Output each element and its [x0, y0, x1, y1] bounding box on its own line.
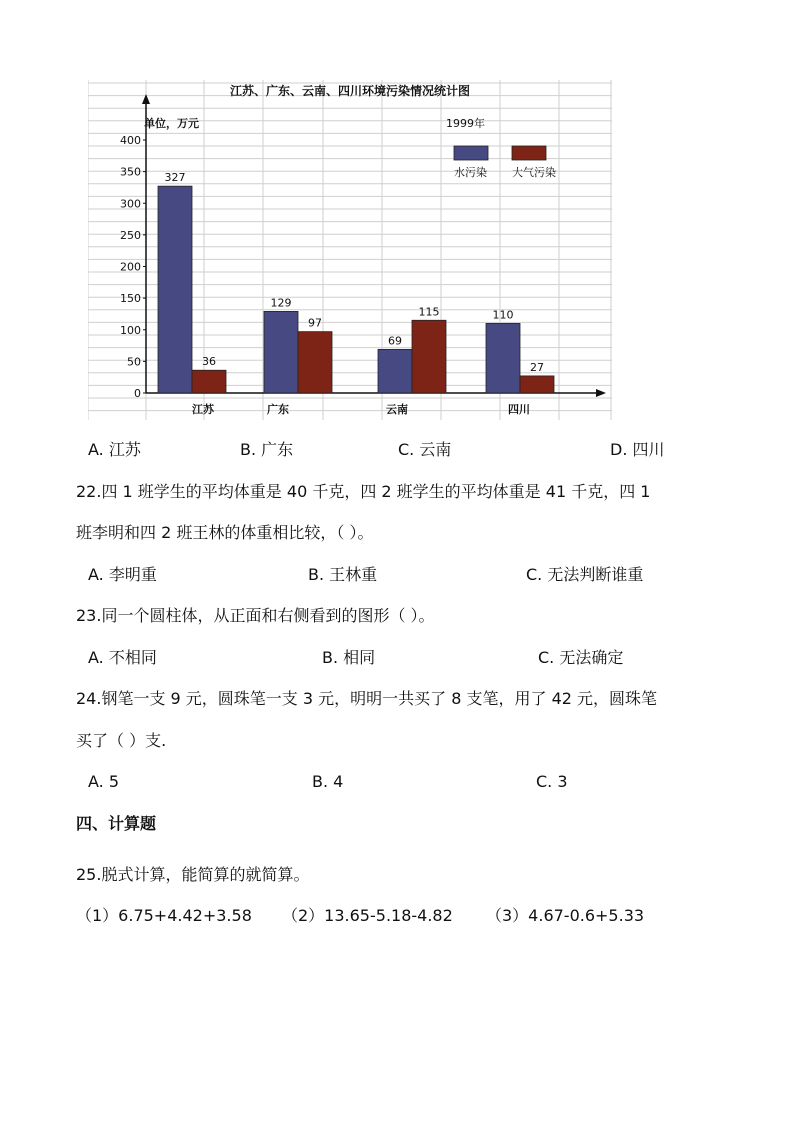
bar-value-label: 115 — [418, 305, 440, 319]
y-tick-label: 50 — [127, 355, 141, 369]
y-tick-label: 250 — [120, 228, 141, 242]
bar — [158, 186, 192, 393]
bar-value-label: 27 — [530, 360, 544, 374]
chart-svg — [88, 80, 612, 420]
y-tick-label: 200 — [120, 260, 141, 274]
bar-value-label: 129 — [270, 296, 292, 310]
x-category-label: 四川 — [508, 403, 530, 416]
q21-option-c[interactable]: C. 云南 — [398, 440, 452, 459]
bar — [378, 349, 412, 393]
pollution-bar-chart — [88, 80, 612, 420]
section-heading: 四、计算题 — [76, 814, 157, 833]
y-tick-label: 150 — [120, 292, 141, 306]
q22-option-c[interactable]: C. 无法判断谁重 — [526, 565, 644, 584]
q24-text-line1: 24.钢笔一支 9 元，圆珠笔一支 3 元，明明一共买了 8 支笔，用了 42 元，圆珠笔 — [76, 689, 658, 708]
q25-text-line1: 25.脱式计算，能简算的就简算。 — [76, 865, 310, 884]
bar — [192, 370, 226, 393]
chart-title: 江苏、广东、云南、四川环境污染情况统计图 — [229, 84, 471, 98]
y-tick-label: 300 — [120, 197, 141, 211]
q22-option-b[interactable]: B. 王林重 — [308, 565, 378, 584]
bar-value-label: 97 — [308, 316, 322, 330]
q24-option-b[interactable]: B. 4 — [312, 772, 344, 791]
q24-option-c[interactable]: C. 3 — [536, 772, 568, 791]
legend-label: 大气污染 — [512, 166, 556, 179]
y-tick-label: 350 — [120, 165, 141, 179]
bar — [298, 332, 332, 393]
q24-option-a[interactable]: A. 5 — [88, 772, 120, 791]
x-category-label: 广东 — [267, 403, 289, 416]
q24-text-line2: 买了（ ）支. — [76, 731, 167, 750]
bar-value-label: 110 — [492, 308, 514, 322]
bar-value-label: 327 — [164, 171, 186, 185]
chart-unit-label: 单位，万元 — [144, 117, 199, 130]
x-category-label: 云南 — [386, 403, 408, 416]
legend-swatch — [512, 146, 546, 160]
q22-option-a[interactable]: A. 李明重 — [88, 565, 157, 584]
bar — [412, 320, 446, 393]
legend-label: 水污染 — [454, 166, 487, 179]
q23-option-b[interactable]: B. 相同 — [322, 648, 376, 667]
chart-year-label: 1999年 — [446, 117, 485, 130]
q21-option-d[interactable]: D. 四川 — [610, 440, 665, 459]
y-tick-label: 0 — [134, 387, 141, 400]
bar — [486, 323, 520, 393]
q25-item-1: （1）6.75+4.42+3.58 — [76, 906, 252, 925]
q23-option-c[interactable]: C. 无法确定 — [538, 648, 624, 667]
q22-text-line1: 22.四 1 班学生的平均体重是 40 千克，四 2 班学生的平均体重是 41 千克，四 1 — [76, 482, 651, 501]
q21-option-b[interactable]: B. 广东 — [240, 440, 294, 459]
y-tick-label: 400 — [120, 134, 141, 147]
q25-item-3: （3）4.67-0.6+5.33 — [486, 906, 645, 925]
y-tick-label: 100 — [120, 323, 141, 337]
bar — [520, 376, 554, 393]
x-category-label: 江苏 — [192, 403, 214, 416]
bar-value-label: 69 — [388, 334, 402, 348]
q23-option-a[interactable]: A. 不相同 — [88, 648, 157, 667]
q25-item-2: （2）13.65-5.18-4.82 — [282, 906, 453, 925]
q23-text-line1: 23.同一个圆柱体，从正面和右侧看到的图形（ ）。 — [76, 606, 435, 625]
bar — [264, 311, 298, 393]
bar-value-label: 36 — [202, 355, 216, 369]
q22-text-line2: 班李明和四 2 班王林的体重相比较，（ ）。 — [76, 523, 374, 542]
x-axis-arrow — [596, 389, 606, 397]
q21-option-a[interactable]: A. 江苏 — [88, 440, 141, 459]
legend-swatch — [454, 146, 488, 160]
